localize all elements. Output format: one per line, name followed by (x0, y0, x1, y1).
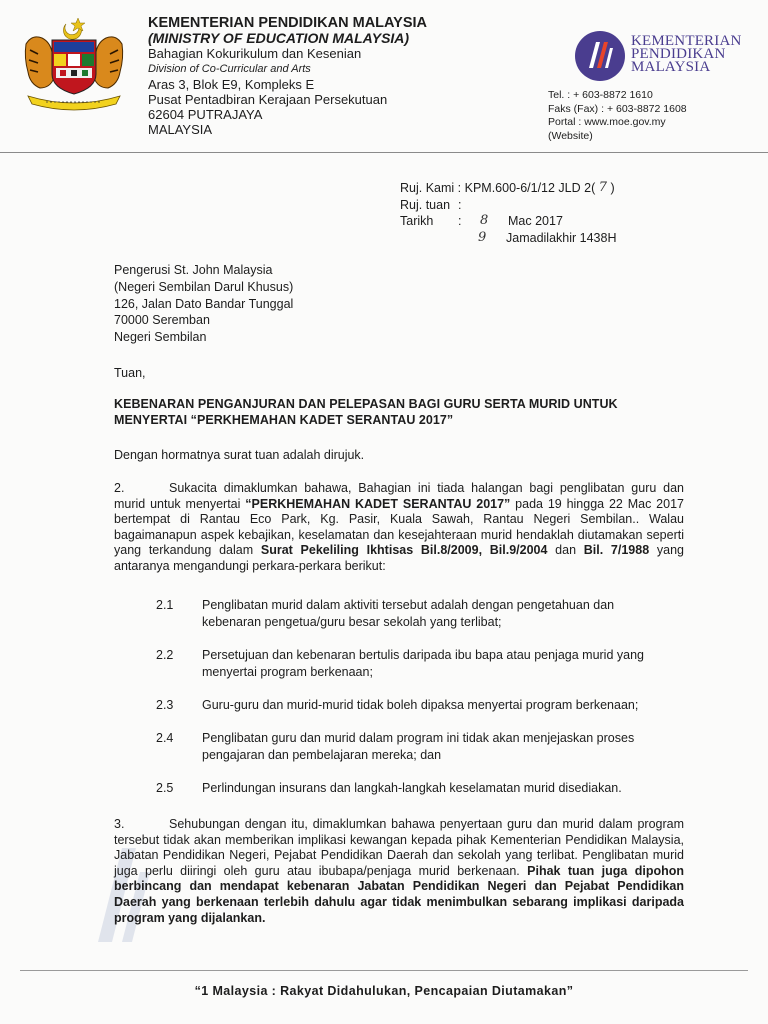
address-line: 62604 PUTRAJAYA (148, 107, 263, 123)
addressee-line: 70000 Seremban (114, 313, 210, 328)
greeting: Dengan hormatnya surat tuan adalah dirujuk. (114, 448, 365, 462)
paragraph-number: 3. (114, 817, 125, 831)
addressee-line: 126, Jalan Dato Bandar Tunggal (114, 296, 294, 311)
moe-logo-icon (574, 30, 626, 82)
contact-row: (Website) (548, 129, 593, 142)
contact-row: Portal : www.moe.gov.my (548, 116, 666, 128)
ministry-name-en: (MINISTRY OF EDUCATION MALAYSIA) (148, 30, 410, 47)
ref-yours: Ruj. tuan : (400, 197, 462, 212)
handwritten-day: 8 (480, 213, 489, 228)
contact-row: Tel. : + 603-8872 1610 (548, 89, 653, 101)
paragraph-3: 3. Sehubungan dengan itu, dimaklumkan bahawa penyertaan guru dan murid dalam program tersebut tidak akan memberikan implikasi kewangan kepada pihak Kementerian Pendidikan Malaysia, Jabatan Pendidikan Negeri, Pejabat Pendidikan Daerah dan sekolah yang terlibat. Penglibatan murid juga perlu diiringi oleh guru atau ibubapa/penjaga murid berkenaan. Pihak tuan juga dipohon berbincang dan mendapat kebenaran Jabatan Pendidikan Negeri dan Pejabat Pendidikan Daerah yang berkenaan terlebih dahulu agar tidak menimbulkan sebarang implikasi daripada program yang dijalankan. (114, 817, 684, 925)
addressee-line: (Negeri Sembilan Darul Khusus) (114, 279, 294, 294)
ref-date: Tarikh : 8 Mac 2017 (400, 213, 563, 228)
list-item: 2.1 Penglibatan murid dalam aktiviti tersebut adalah dengan pengetahuan dan kebenaran pengetua/guru besar sekolah yang terlibat; (156, 598, 615, 629)
division-name-en: Division of Co-Curricular and Arts (148, 62, 311, 75)
address-line: Aras 3, Blok E9, Kompleks E (148, 76, 315, 92)
contact-info (548, 89, 687, 143)
letter-subject: KEBENARAN PENGANJURAN DAN PELEPASAN BAGI GURU SERTA MURID UNTUK MENYERTAI “PERKHEMAHAN KADET SERANTAU 2017” (114, 397, 618, 427)
reference-block (400, 180, 616, 246)
ministry-header (148, 16, 427, 138)
paragraph-2: 2. Sukacita dimaklumkan bahawa, Bahagian ini tiada halangan bagi penglibatan guru dan murid untuk menyertai “PERKHEMAHAN KADET SERANTAU 2017” pada 19 hingga 22 Mac 2017 bertempat di Rantau Eco Park, Kg. Pasir, Kuala Sawah, Rantau Negeri Sembilan.. Walau bagaimanapun aspek kebajikan, keselamatan dan kesejahteraan murid hendaklah diutamakan seperti yang terkandung dalam Surat Pekeliling Ikhtisas Bil.8/2009, Bil.9/2004 dan Bil. 7/1988 yang antaranya mengandungi perkara-perkara berikut: (114, 481, 684, 573)
list-item: 2.4 Penglibatan guru dan murid dalam program ini tidak akan menjejaskan proses pengajaran dan pembelajaran mereka; dan (156, 731, 635, 762)
moe-logo-text: KEMENTERIAN PENDIDIKAN MALAYSIA (631, 33, 742, 75)
addressee-line: Negeri Sembilan (114, 330, 207, 345)
ministry-name-ms: KEMENTERIAN PENDIDIKAN MALAYSIA (148, 15, 428, 31)
list-item: 2.3 Guru-guru dan murid-murid tidak boleh dipaksa menyertai program berkenaan; (156, 698, 639, 712)
ref-hijri-date: 9 Jamadilakhir 1438H (478, 229, 617, 245)
footer-motto: “1 Malaysia : Rakyat Didahulukan, Pencapaian Diutamakan” (194, 984, 574, 998)
salutation: Tuan, (114, 366, 146, 380)
addressee-line: Pengerusi St. John Malaysia (114, 263, 273, 277)
address-line: MALAYSIA (148, 122, 213, 138)
list-item: 2.5 Perlindungan insurans dan langkah-langkah keselamatan murid disediakan. (156, 781, 622, 795)
list-item: 2.2 Persetujuan dan kebenaran bertulis daripada ibu bapa atau penjaga murid yang menyertai program berkenaan; (156, 648, 644, 679)
footer-divider (20, 970, 748, 971)
coat-of-arms-crest-icon (16, 14, 132, 114)
ref-our: Ruj. Kami : KPM.600-6/1/12 JLD 2( 7 ) (400, 180, 615, 195)
paragraph-number: 2. (114, 481, 125, 495)
header-divider (0, 152, 768, 153)
handwritten-hijri-day: 9 (478, 229, 487, 245)
contact-row: Faks (Fax) : + 603-8872 1608 (548, 102, 687, 115)
handwritten-ref-number: 7 (598, 180, 608, 195)
division-name-ms: Bahagian Kokurikulum dan Kesenian (148, 46, 362, 62)
addressee-block (114, 262, 293, 346)
address-line: Pusat Pentadbiran Kerajaan Persekutuan (148, 92, 388, 108)
